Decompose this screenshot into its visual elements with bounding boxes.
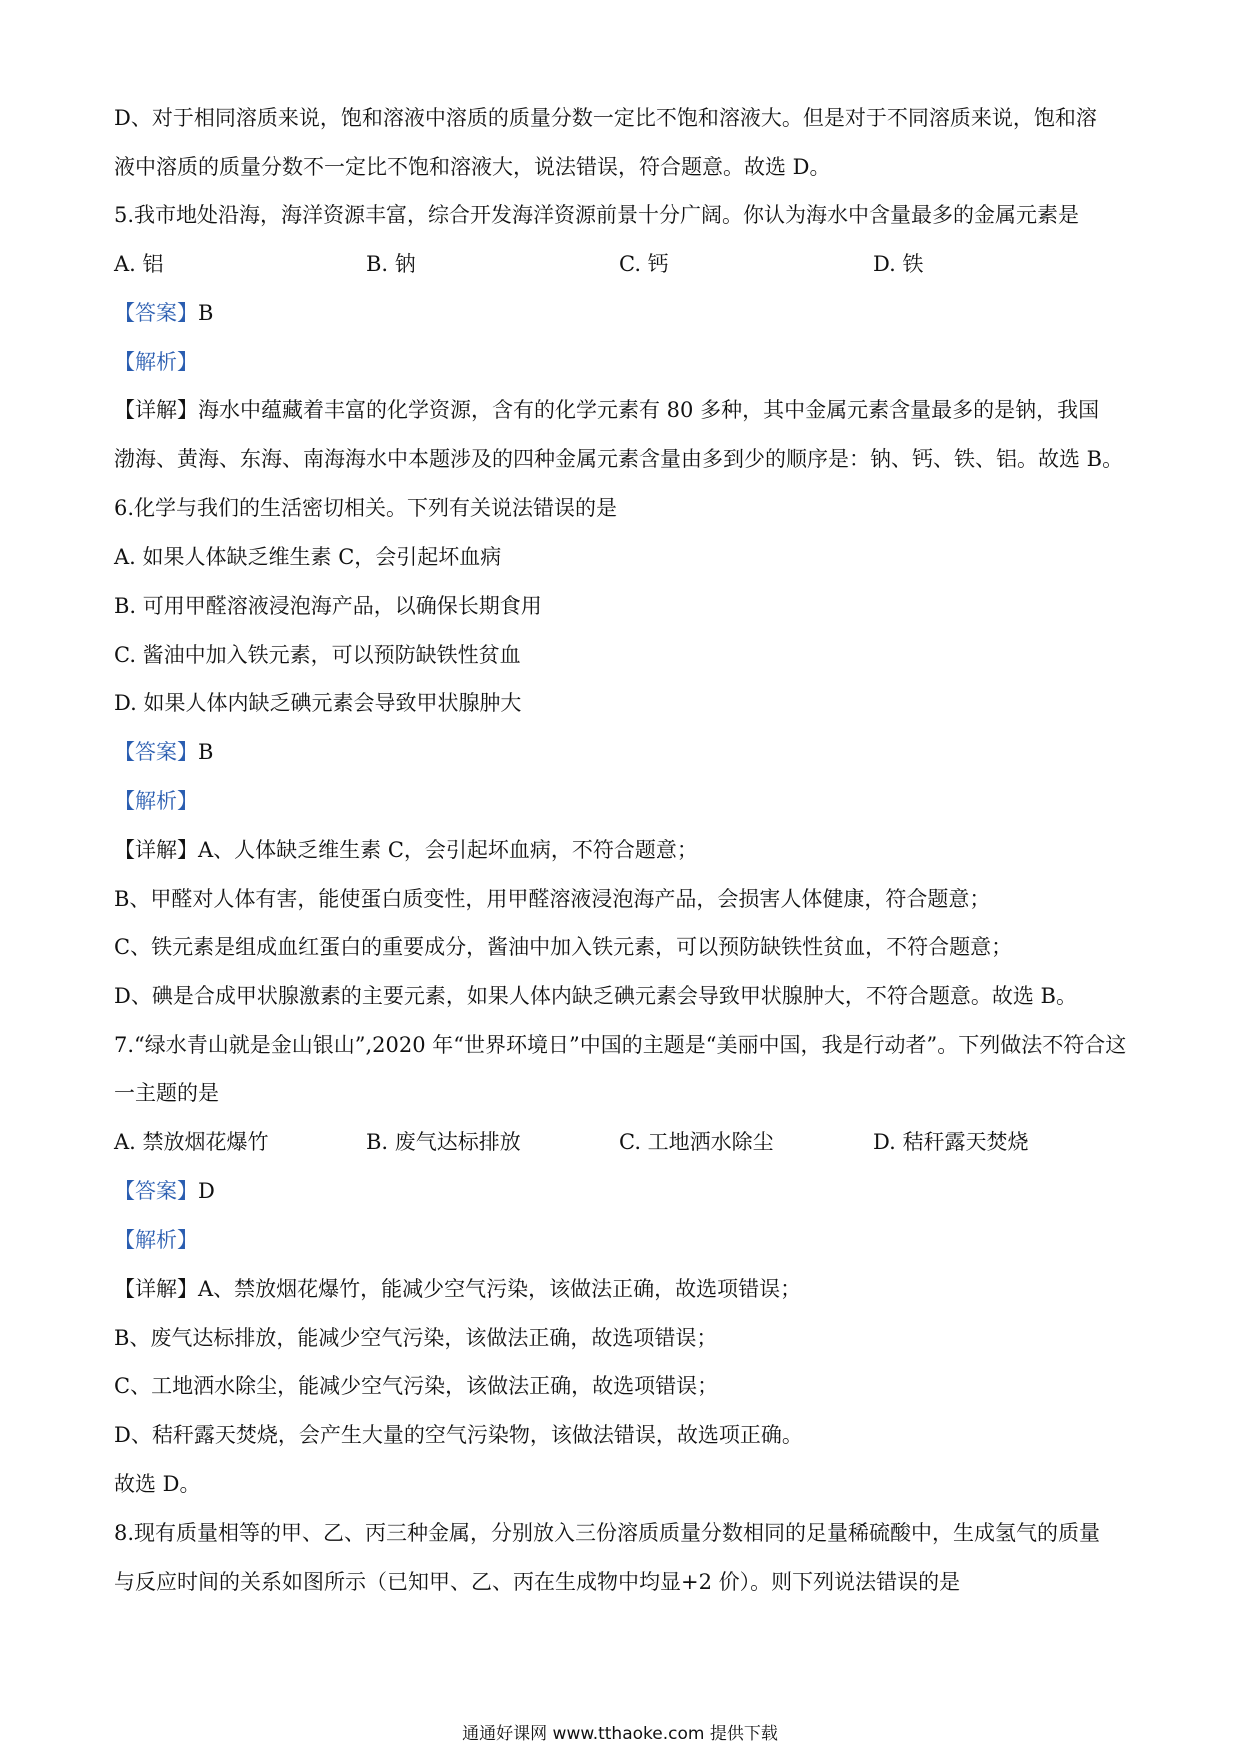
question-5-stem: 5.我市地处沿海，海洋资源丰富，综合开发海洋资源前景十分广阔。你认为海水中含量最多的金属元素是 bbox=[114, 203, 1080, 227]
q5-option-d: D. 铁 bbox=[873, 252, 924, 276]
q5-analysis-tag: 【解析】 bbox=[114, 350, 198, 374]
q7-answer-line bbox=[114, 1176, 215, 1206]
page-footer: 通通好课网 www.tthaoke.com 提供下载 bbox=[462, 1724, 778, 1744]
q7-option-a: A. 禁放烟花爆竹 bbox=[114, 1130, 269, 1154]
text-line: 一主题的是 bbox=[114, 1081, 219, 1105]
q7-option-c: C. 工地洒水除尘 bbox=[619, 1130, 774, 1154]
question-6-stem: 6.化学与我们的生活密切相关。下列有关说法错误的是 bbox=[114, 496, 618, 520]
text-line: 故选 D。 bbox=[114, 1472, 201, 1496]
text-line: 【详解】A、禁放烟花爆竹，能减少空气污染，该做法正确，故选项错误； bbox=[114, 1277, 802, 1301]
q6-answer-line bbox=[114, 737, 213, 767]
text-line: B、废气达标排放，能减少空气污染，该做法正确，故选项错误； bbox=[114, 1326, 718, 1350]
text-line: C、铁元素是组成血红蛋白的重要成分，酱油中加入铁元素，可以预防缺铁性贫血，不符合题意； bbox=[114, 935, 1013, 959]
q5-answer-line bbox=[114, 298, 213, 328]
text-line: 液中溶质的质量分数不一定比不饱和溶液大，说法错误，符合题意。故选 D。 bbox=[114, 155, 831, 179]
q7-analysis-tag: 【解析】 bbox=[114, 1228, 198, 1252]
q6-option-b: B. 可用甲醛溶液浸泡海产品，以确保长期食用 bbox=[114, 594, 542, 618]
answer-tag: 【答案】 bbox=[114, 301, 198, 325]
q6-option-c: C. 酱油中加入铁元素，可以预防缺铁性贫血 bbox=[114, 643, 521, 667]
q6-option-a: A. 如果人体缺乏维生素 C，会引起坏血病 bbox=[114, 545, 502, 569]
text-line: D、对于相同溶质来说，饱和溶液中溶质的质量分数一定比不饱和溶液大。但是对于不同溶质来说，饱和溶 bbox=[114, 106, 1097, 130]
answer-tag: 【答案】 bbox=[114, 740, 198, 764]
text-line: D、秸秆露天焚烧，会产生大量的空气污染物，该做法错误，故选项正确。 bbox=[114, 1423, 803, 1447]
answer-value: B bbox=[198, 301, 214, 325]
answer-value: D bbox=[198, 1179, 215, 1203]
question-8-stem: 8.现有质量相等的甲、乙、丙三种金属，分别放入三份溶质质量分数相同的足量稀硫酸中，生成氢气的质量 bbox=[114, 1521, 1101, 1545]
q5-option-b: B. 钠 bbox=[366, 252, 416, 276]
answer-tag: 【答案】 bbox=[114, 1179, 198, 1203]
text-line: D、碘是合成甲状腺激素的主要元素，如果人体内缺乏碘元素会导致甲状腺肿大，不符合题意。故选 B。 bbox=[114, 984, 1077, 1008]
q6-option-d: D. 如果人体内缺乏碘元素会导致甲状腺肿大 bbox=[114, 691, 522, 715]
q7-option-d: D. 秸秆露天焚烧 bbox=[873, 1130, 1029, 1154]
text-line: C、工地洒水除尘，能减少空气污染，该做法正确，故选项错误； bbox=[114, 1374, 719, 1398]
text-line: B、甲醛对人体有害，能使蛋白质变性，用甲醛溶液浸泡海产品，会损害人体健康，符合题意； bbox=[114, 887, 991, 911]
question-7-stem: 7.“绿水青山就是金山银山”,2020 年“世界环境日”中国的主题是“美丽中国，我是行动者”。下列做法不符合这 bbox=[114, 1033, 1127, 1057]
q7-option-b: B. 废气达标排放 bbox=[366, 1130, 521, 1154]
text-line: 【详解】A、人体缺乏维生素 C，会引起坏血病，不符合题意； bbox=[114, 838, 698, 862]
q6-analysis-tag: 【解析】 bbox=[114, 789, 198, 813]
q5-option-a: A. 铝 bbox=[114, 252, 164, 276]
text-line: 与反应时间的关系如图所示（已知甲、乙、丙在生成物中均显+2 价）。则下列说法错误的是 bbox=[114, 1570, 961, 1594]
text-line: 【详解】海水中蕴藏着丰富的化学资源，含有的化学元素有 80 多种，其中金属元素含量最多的是钠，我国 bbox=[114, 398, 1100, 422]
q5-option-c: C. 钙 bbox=[619, 252, 669, 276]
text-line: 渤海、黄海、东海、南海海水中本题涉及的四种金属元素含量由多到少的顺序是：钠、钙、铁、铝。故选 B。 bbox=[114, 447, 1124, 471]
answer-value: B bbox=[198, 740, 214, 764]
